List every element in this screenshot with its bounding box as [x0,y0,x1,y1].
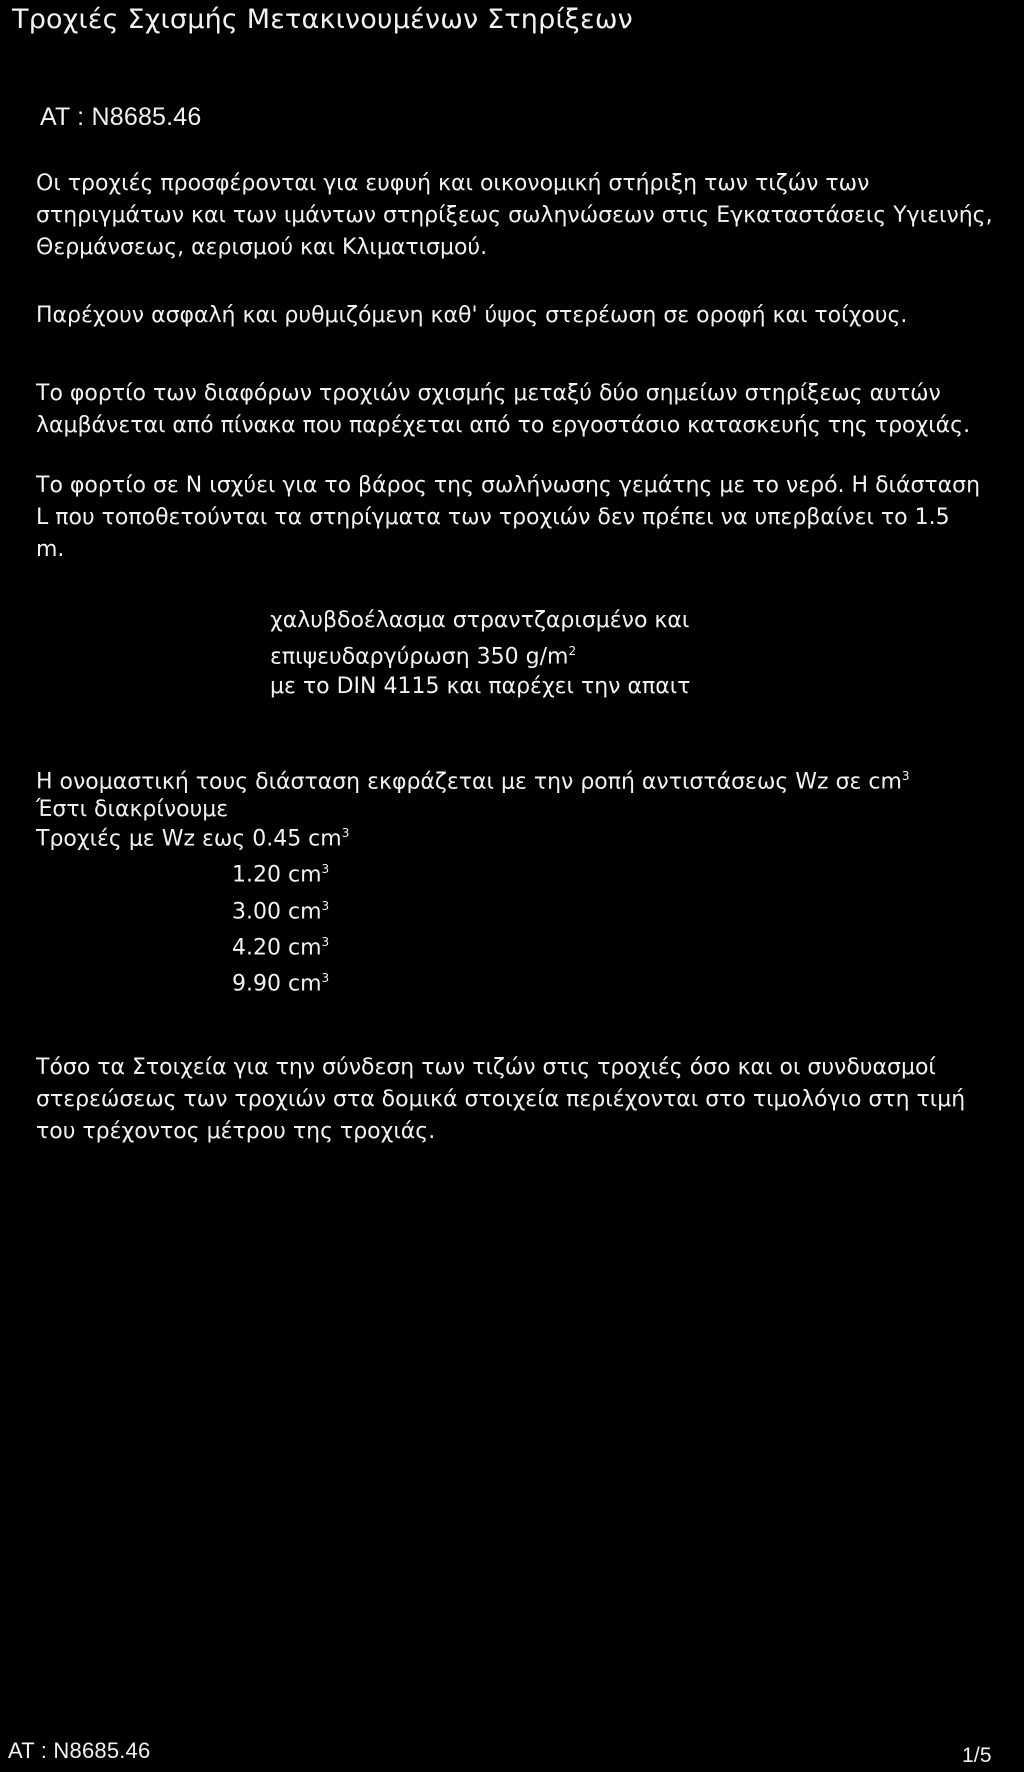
paragraph-dimensions [36,762,910,824]
reference-number: AT : N8685.46 [40,103,202,131]
spec-item [36,854,349,890]
paragraph-material [270,606,690,702]
text-line: Το φορτίο των διαφόρων τροχιών σχισμής μεταξύ δύο σημείων στηρίξεως αυτών [36,381,941,406]
spec-item [36,927,349,963]
text-line: m. [36,537,65,562]
text-line [270,636,690,672]
superscript-3: 3 [321,971,330,986]
text-line: με το DIN 4115 και παρέχει την απαιτ [270,674,691,700]
text-line: χαλυβδοέλασμα στραντζαρισμένο και [270,608,690,633]
paragraph-safety [36,300,907,332]
superscript-3: 3 [321,898,330,913]
superscript-3: 3 [321,934,330,949]
paragraph-pricing [36,1052,965,1148]
page-number: 1/5 [962,1744,992,1767]
material-coating-text: επιψευδαργύρωση 350 g/m [270,644,569,670]
text-line: λαμβάνεται από πίνακα που παρέχεται από το εργοστάσιο κατασκευής της τροχιάς. [36,413,971,438]
superscript-3: 3 [901,769,910,783]
superscript-2: 2 [568,644,577,658]
spec-value: 9.90 cm [232,971,322,997]
text-line: Θερμάνσεως, αερισμού και Κλιματισμού. [36,235,488,260]
text-line [36,762,910,796]
spec-value: 3.00 cm [232,898,322,924]
spec-item [36,963,349,999]
text-line: Παρέχουν ασφαλή και ρυθμιζόμενη καθ' ύψος στερέωση σε οροφή και τοίχους. [36,303,908,328]
spec-item [36,891,349,927]
document-title: Τροχιές Σχισμής Μετακινουμένων Στηρίξεων [12,4,633,35]
text-line: του τρέχοντος μέτρου της τροχιάς. [36,1119,436,1144]
text-line: Τόσο τα Στοιχεία για την σύνδεση των τιζών στις τροχιές όσο και οι συνδυασμοί [36,1055,936,1080]
spec-list [36,818,349,1000]
spec-value: 1.20 cm [232,862,322,888]
dimension-text: Η ονομαστική τους διάσταση εκφράζεται με την ροπή αντιστάσεως Wz σε cm [36,769,902,795]
superscript-3: 3 [341,826,350,840]
text-line: Οι τροχιές προσφέρονται για ευφυή και οικονομική στήριξη των τιζών των [36,171,870,196]
paragraph-load [36,378,970,442]
footer-reference: AT : N8685.46 [8,1738,151,1763]
paragraph-intro [36,168,993,264]
text-line: στερεώσεως των τροχιών στα δομικά στοιχεία περιέχονται στο τιμολόγιο στη τιμή [36,1087,966,1112]
spec-value: Τροχιές με Wz εως 0.45 cm [36,826,342,852]
text-line: L που τοποθετούνται τα στηρίγματα των τροχιών δεν πρέπει να υπερβαίνει το 1.5 [36,505,950,530]
spec-item [36,818,349,854]
spec-value: 4.20 cm [232,935,322,961]
text-line: Το φορτίο σε Ν ισχύει για το βάρος της σωλήνωσης γεμάτης με το νερό. Η διάσταση [36,473,981,498]
text-line: Έστι διακρίνουμε [36,797,229,823]
superscript-3: 3 [321,862,330,877]
text-line: στηριγμάτων και των ιμάντων στηρίξεως σωληνώσεων στις Εγκαταστάσεις Υγιεινής, [36,203,993,228]
paragraph-load-note [36,470,980,566]
